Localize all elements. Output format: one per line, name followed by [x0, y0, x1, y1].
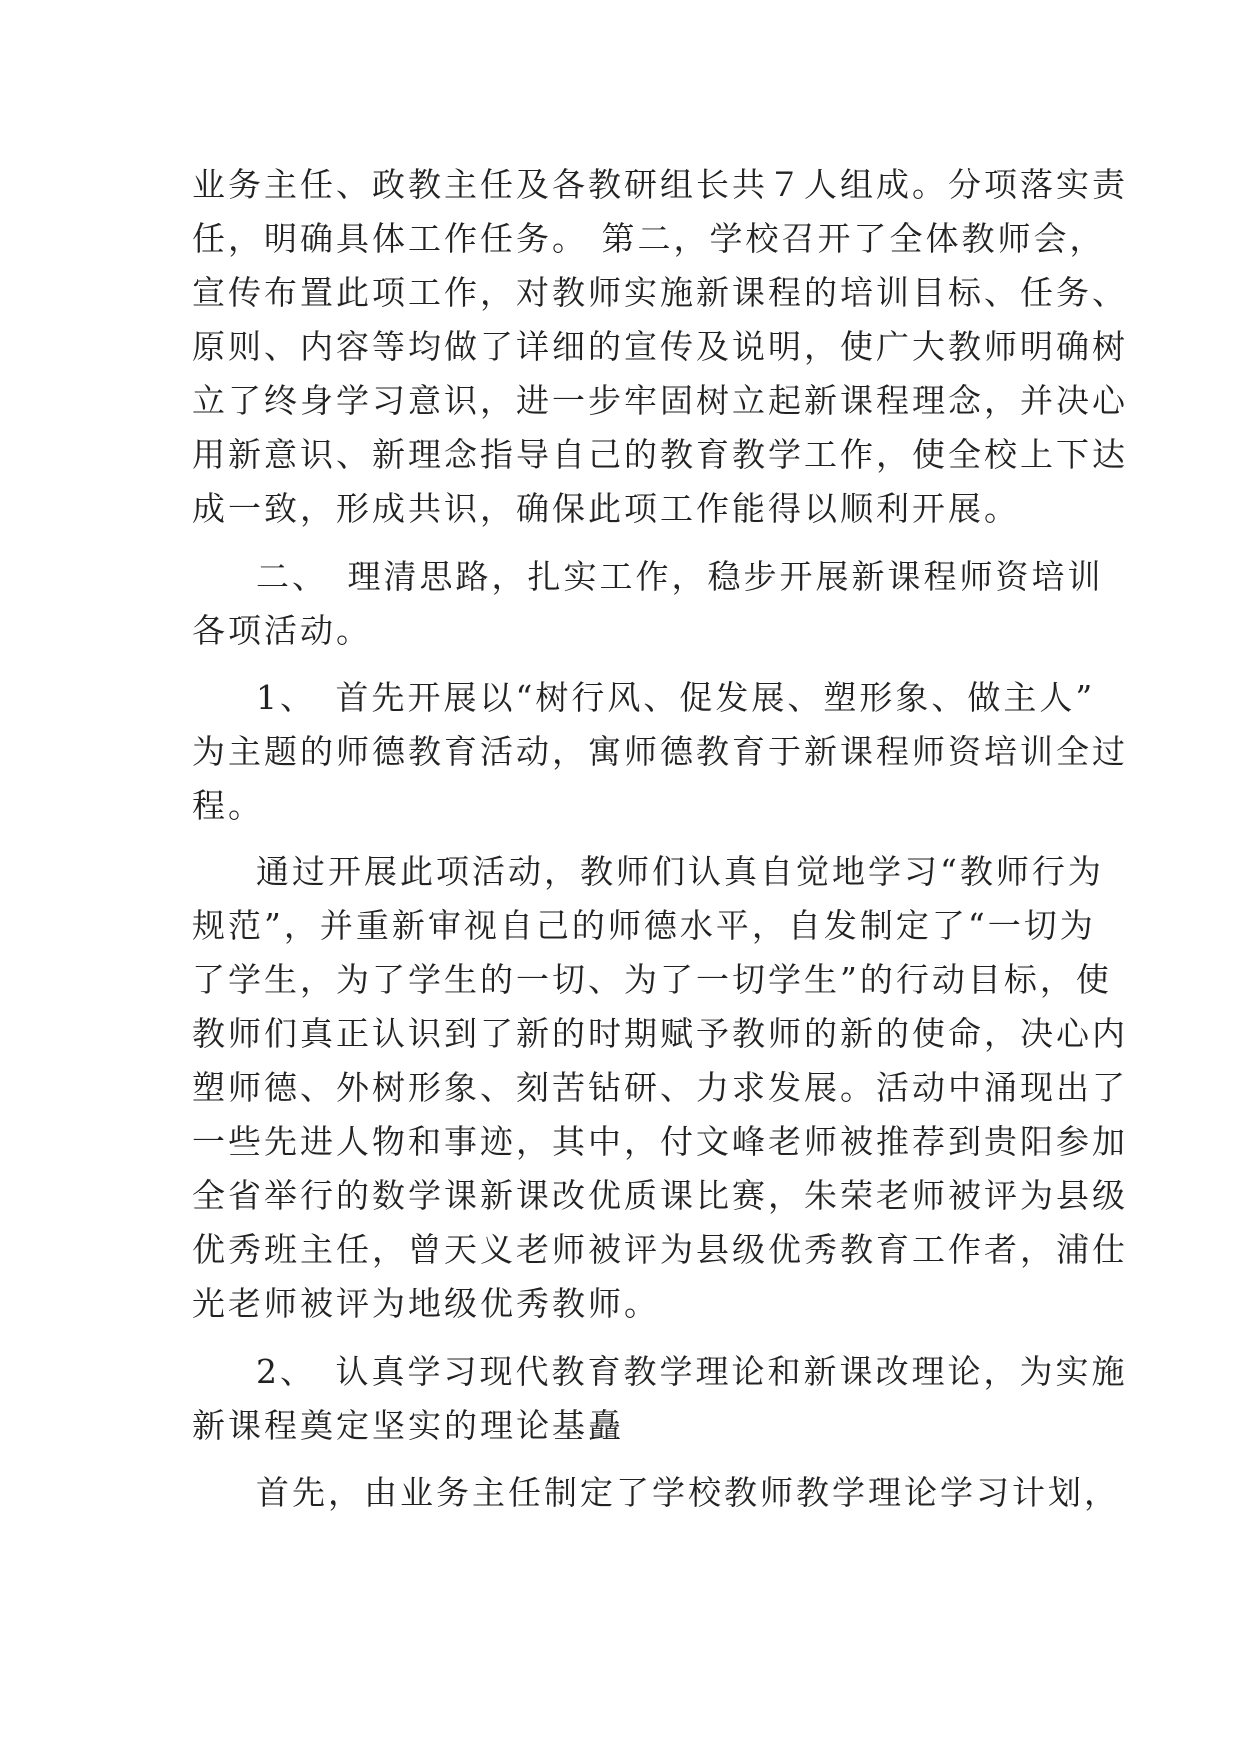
text-line: 程。	[192, 786, 264, 825]
text-line: 塑师德、外树形象、刻苦钻研、力求发展。活动中涌现出了	[192, 1068, 1128, 1107]
section-heading: 二、 理清思路，扎实工作，稳步开展新课程师资培训	[256, 557, 1104, 596]
paragraph-start: 首先，由业务主任制定了学校教师教学理论学习计划，	[256, 1473, 1120, 1512]
text-line: 全省举行的数学课新课改优质课比赛，朱荣老师被评为县级	[192, 1176, 1128, 1215]
paragraph-start: 通过开展此项活动，教师们认真自觉地学习“教师行为	[256, 852, 1104, 891]
text-line: 为主题的师德教育活动，寓师德教育于新课程师资培训全过	[192, 732, 1128, 771]
text-line: 一些先进人物和事迹，其中，付文峰老师被推荐到贵阳参加	[192, 1122, 1128, 1161]
text-line: 宣传布置此项工作，对教师实施新课程的培训目标、任务、	[192, 273, 1128, 312]
text-line: 光老师被评为地级优秀教师。	[192, 1284, 660, 1323]
subsection-heading: 2、 认真学习现代教育教学理论和新课改理论，为实施	[256, 1352, 1128, 1391]
text-line: 用新意识、新理念指导自己的教育教学工作，使全校上下达	[192, 435, 1128, 474]
subsection-heading: 1、 首先开展以“树行风、促发展、塑形象、做主人”	[256, 678, 1096, 717]
text-line: 了学生，为了学生的一切、为了一切学生”的行动目标，使	[192, 960, 1112, 999]
text-line: 优秀班主任，曾天义老师被评为县级优秀教育工作者，浦仕	[192, 1230, 1128, 1269]
text-line: 原则、内容等均做了详细的宣传及说明，使广大教师明确树	[192, 327, 1128, 366]
text-line: 立了终身学习意识，进一步牢固树立起新课程理念，并决心	[192, 381, 1128, 420]
text-line: 新课程奠定坚实的理论基矗	[192, 1406, 624, 1445]
text-line: 任，明确具体工作任务。 第二，学校召开了全体教师会，	[192, 219, 1106, 258]
text-line: 各项活动。	[192, 611, 372, 650]
text-line: 教师们真正认识到了新的时期赋予教师的新的使命，决心内	[192, 1014, 1128, 1053]
text-line: 业务主任、政教主任及各教研组长共７人组成。分项落实责	[192, 165, 1128, 204]
text-line: 成一致，形成共识，确保此项工作能得以顺利开展。	[192, 489, 1020, 528]
text-line: 规范”，并重新审视自己的师德水平，自发制定了“一切为	[192, 906, 1096, 945]
